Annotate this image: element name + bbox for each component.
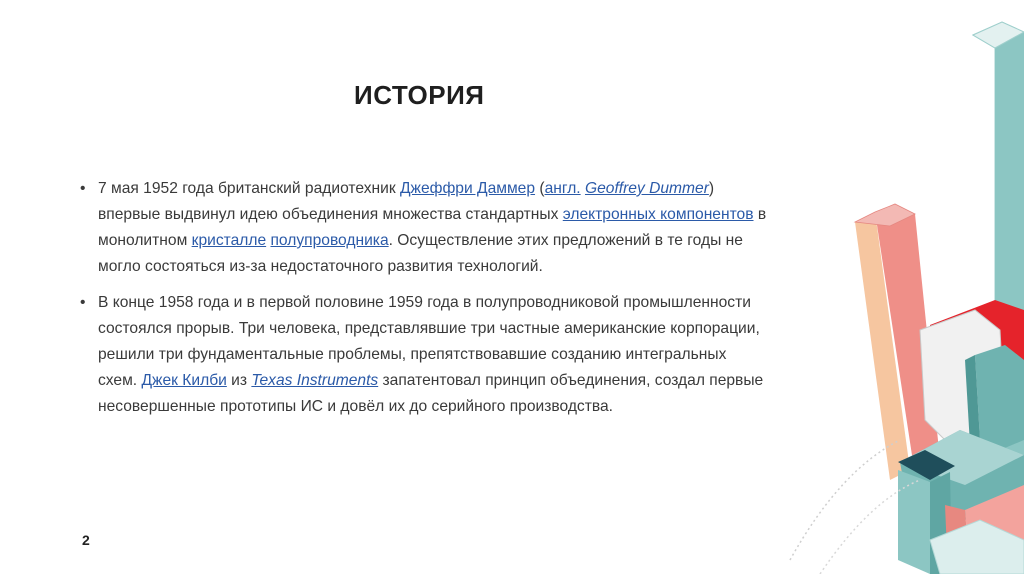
bullet2-text: В конце 1958 года и в первой половине 1959 года в полупроводниковой промышленности состоялся прорыв. Три человека, представлявшие три частные американские корпорации, решили три фундаментальные проблемы, препятствовавшие созданию интегральных схем. <box>98 294 760 389</box>
link-jack-kilby[interactable]: Джек Килби <box>141 372 227 389</box>
bullet1-text: 7 мая 1952 года британский радиотехник <box>98 180 400 197</box>
bullet-dot: • <box>80 294 86 311</box>
bullet-list <box>78 176 768 430</box>
isometric-blocks-illustration <box>780 0 1024 574</box>
link-english[interactable]: англ. <box>544 180 581 197</box>
link-geoffrey-dummer-en[interactable]: Geoffrey Dummer <box>584 180 709 197</box>
bullet-item-1 <box>78 176 768 280</box>
bullet2-text: из <box>226 372 252 389</box>
bullet-item-2 <box>78 290 768 420</box>
link-geoffrey-dummer-ru[interactable]: Джеффри Даммер <box>399 180 536 197</box>
bullet2-text: запатентовал принцип объединения, создал первые несовершенные прототипы ИС и довёл их до серийного производства. <box>98 372 764 415</box>
link-texas-instruments[interactable]: Texas Instruments <box>251 372 379 389</box>
bullet1-text: . Осуществление этих предложений в те годы не могло состояться из-за недостаточного развития технологий. <box>98 232 743 275</box>
slide-title: ИСТОРИЯ <box>354 80 485 110</box>
bullet-dot: • <box>80 180 86 197</box>
link-semiconductor[interactable]: полупроводника <box>270 232 389 249</box>
bullet1-text: в монолитном <box>98 206 767 249</box>
page-number: 2 <box>82 532 90 548</box>
link-electronic-components[interactable]: электронных компонентов <box>562 206 754 223</box>
bullet1-text: ( <box>535 180 545 197</box>
bullet1-text: ) впервые выдвинул идею объединения множества стандартных <box>98 180 715 223</box>
link-crystal[interactable]: кристалле <box>191 232 267 249</box>
